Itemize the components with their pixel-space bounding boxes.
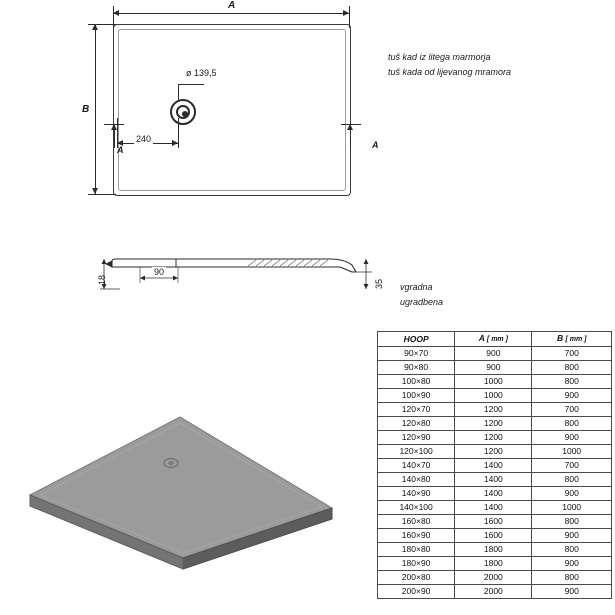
table-cell-b: 800 bbox=[532, 515, 612, 529]
header-a bbox=[455, 332, 532, 347]
section-drain-position-label: 90 bbox=[154, 267, 165, 277]
table-cell-b: 900 bbox=[532, 389, 612, 403]
header-b-label: B bbox=[556, 333, 564, 343]
drain-inner-ring bbox=[176, 105, 190, 119]
table-cell-b: 900 bbox=[532, 487, 612, 501]
drain-leader-horizontal bbox=[178, 84, 204, 85]
table-cell-b: 700 bbox=[532, 403, 612, 417]
tray-3d-drain-center bbox=[169, 462, 174, 465]
table-cell-model: 120×70 bbox=[378, 403, 455, 417]
table-cell-b: 900 bbox=[532, 585, 612, 599]
table-cell-b: 900 bbox=[532, 431, 612, 445]
material-note-sl: tuš kad iz litega marmorja bbox=[388, 52, 491, 62]
header-a-label: A bbox=[478, 333, 485, 343]
section-profile-drawing bbox=[0, 245, 380, 325]
dim-a-arrow-left bbox=[113, 10, 119, 16]
offset-ext-right bbox=[178, 118, 179, 148]
section-edge-label: 35 bbox=[374, 278, 384, 289]
dimension-table-head bbox=[378, 332, 612, 347]
dim-90-arrow-right bbox=[173, 276, 178, 281]
dim-35-arrow-bottom bbox=[364, 284, 369, 289]
drain-center bbox=[182, 111, 188, 117]
table-cell-a: 1400 bbox=[455, 487, 532, 501]
table-row bbox=[378, 571, 612, 585]
table-cell-b: 800 bbox=[532, 571, 612, 585]
table-row bbox=[378, 459, 612, 473]
table-cell-a: 900 bbox=[455, 347, 532, 361]
header-b bbox=[532, 332, 612, 347]
table-cell-model: 200×80 bbox=[378, 571, 455, 585]
table-cell-b: 1000 bbox=[532, 501, 612, 515]
table-cell-model: 200×90 bbox=[378, 585, 455, 599]
table-cell-a: 1400 bbox=[455, 501, 532, 515]
table-cell-a: 1200 bbox=[455, 417, 532, 431]
table-row bbox=[378, 431, 612, 445]
offset-arrow-right bbox=[172, 140, 178, 146]
table-cell-model: 120×100 bbox=[378, 445, 455, 459]
table-cell-b: 800 bbox=[532, 473, 612, 487]
section-left-nib bbox=[106, 261, 112, 267]
table-row bbox=[378, 361, 612, 375]
dim-18-arrow-top bbox=[102, 259, 107, 264]
dim-a-label: A bbox=[228, 0, 236, 11]
dimension-table bbox=[377, 331, 612, 599]
install-note-sl: vgradna bbox=[400, 282, 433, 292]
table-cell-model: 140×80 bbox=[378, 473, 455, 487]
table-cell-a: 1800 bbox=[455, 543, 532, 557]
material-note-hr: tuš kada od lijevanog mramora bbox=[388, 67, 512, 77]
table-cell-model: 100×90 bbox=[378, 389, 455, 403]
tray-3d-illustration bbox=[20, 380, 350, 580]
section-view bbox=[0, 245, 384, 325]
table-row bbox=[378, 501, 612, 515]
drain-diameter-label: ø 139,5 bbox=[186, 68, 217, 78]
table-row bbox=[378, 585, 612, 599]
table-cell-a: 2000 bbox=[455, 585, 532, 599]
table-cell-model: 160×80 bbox=[378, 515, 455, 529]
table-cell-model: 140×90 bbox=[378, 487, 455, 501]
table-row bbox=[378, 403, 612, 417]
table-row bbox=[378, 389, 612, 403]
table-cell-model: 120×90 bbox=[378, 431, 455, 445]
table-cell-a: 1200 bbox=[455, 403, 532, 417]
dim-b-arrow-top bbox=[92, 24, 98, 30]
table-cell-a: 1400 bbox=[455, 459, 532, 473]
table-cell-a: 2000 bbox=[455, 571, 532, 585]
table-cell-a: 1600 bbox=[455, 515, 532, 529]
dim-a-arrow-right bbox=[343, 10, 349, 16]
table-row bbox=[378, 473, 612, 487]
section-height-label: 18 bbox=[97, 274, 107, 285]
table-row bbox=[378, 543, 612, 557]
table-cell-a: 1000 bbox=[455, 389, 532, 403]
table-cell-model: 140×100 bbox=[378, 501, 455, 515]
header-b-unit: [ mm ] bbox=[565, 336, 587, 343]
table-header-row bbox=[378, 332, 612, 347]
table-cell-b: 800 bbox=[532, 375, 612, 389]
drain-leader-line bbox=[178, 84, 179, 102]
shower-tray-plan-outline bbox=[113, 24, 351, 196]
dimension-table-body bbox=[378, 347, 612, 599]
section-marker-label-left: A bbox=[117, 145, 124, 155]
section-outline bbox=[112, 259, 356, 272]
table-cell-a: 900 bbox=[455, 361, 532, 375]
tray-3d-top-face bbox=[30, 417, 332, 558]
table-row bbox=[378, 515, 612, 529]
header-a-unit: [ mm ] bbox=[486, 336, 508, 343]
table-row bbox=[378, 487, 612, 501]
table-row bbox=[378, 375, 612, 389]
section-marker-label-right: A bbox=[372, 140, 379, 150]
table-cell-b: 800 bbox=[532, 417, 612, 431]
table-cell-a: 1200 bbox=[455, 445, 532, 459]
table-cell-a: 1000 bbox=[455, 375, 532, 389]
dim-90-arrow-left bbox=[140, 276, 145, 281]
table-cell-b: 900 bbox=[532, 529, 612, 543]
tray-3d-view bbox=[20, 380, 350, 580]
table-cell-model: 140×70 bbox=[378, 459, 455, 473]
table-cell-a: 1400 bbox=[455, 473, 532, 487]
dim-ext-line-right bbox=[349, 6, 350, 28]
install-note-hr: ugradbena bbox=[400, 297, 444, 307]
table-cell-b: 700 bbox=[532, 347, 612, 361]
table-cell-b: 900 bbox=[532, 557, 612, 571]
header-model: HOOP bbox=[378, 332, 455, 347]
dim-b-arrow-bottom bbox=[92, 188, 98, 194]
table-row bbox=[378, 347, 612, 361]
table-cell-model: 90×70 bbox=[378, 347, 455, 361]
section-arrow-right bbox=[347, 124, 353, 130]
table-cell-b: 800 bbox=[532, 361, 612, 375]
plan-view bbox=[0, 0, 380, 215]
shower-tray-plan-inner-edge bbox=[118, 29, 346, 191]
table-row bbox=[378, 445, 612, 459]
table-cell-b: 1000 bbox=[532, 445, 612, 459]
table-cell-model: 160×90 bbox=[378, 529, 455, 543]
table-row bbox=[378, 557, 612, 571]
table-cell-a: 1800 bbox=[455, 557, 532, 571]
table-cell-model: 180×90 bbox=[378, 557, 455, 571]
dim-ext-line-bottom bbox=[88, 194, 116, 195]
drain-offset-label: 240 bbox=[136, 134, 152, 144]
table-cell-model: 180×80 bbox=[378, 543, 455, 557]
table-cell-a: 1200 bbox=[455, 431, 532, 445]
table-cell-b: 800 bbox=[532, 543, 612, 557]
table-cell-a: 1600 bbox=[455, 529, 532, 543]
drain-symbol bbox=[170, 99, 196, 125]
table-row bbox=[378, 529, 612, 543]
dim-line-a bbox=[113, 13, 349, 14]
table-cell-b: 700 bbox=[532, 459, 612, 473]
dim-line-b bbox=[95, 24, 96, 194]
table-cell-model: 120×80 bbox=[378, 417, 455, 431]
dim-b-label: B bbox=[82, 104, 90, 115]
table-cell-model: 90×80 bbox=[378, 361, 455, 375]
dim-35-arrow-top bbox=[364, 259, 369, 264]
table-row bbox=[378, 417, 612, 431]
table-cell-model: 100×80 bbox=[378, 375, 455, 389]
section-arrow-left bbox=[111, 124, 117, 130]
